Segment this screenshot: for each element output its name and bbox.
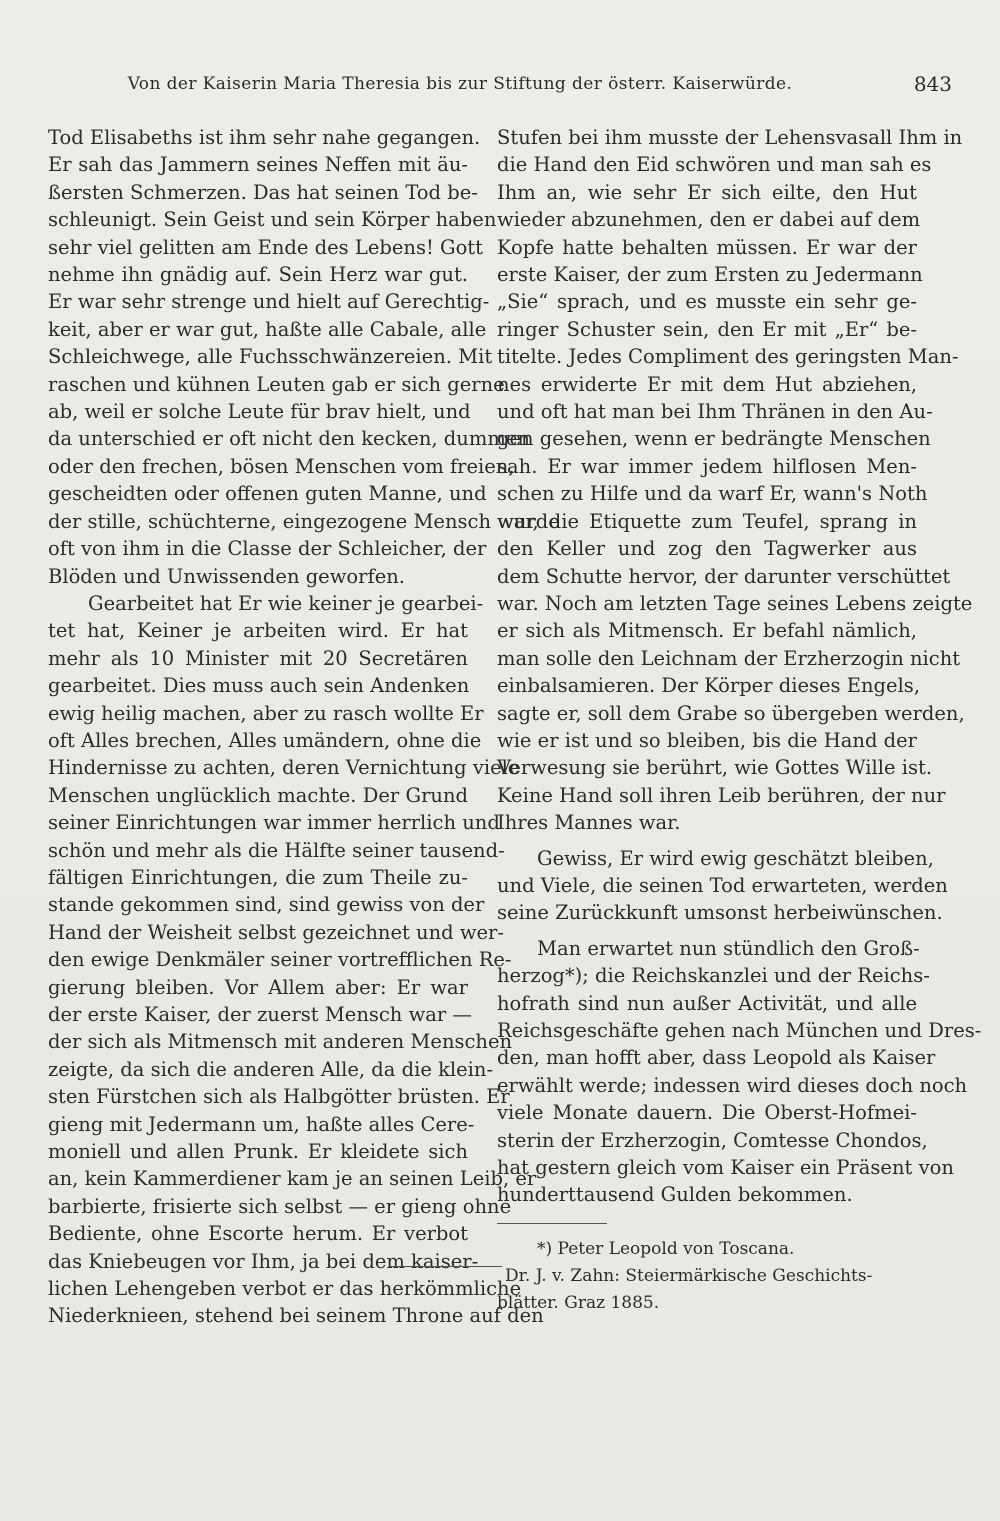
text-line: Tod Elisabeths ist ihm sehr nahe gegangen. [48, 126, 481, 149]
text-line: oder den frechen, bösen Menschen vom freien, [48, 454, 515, 478]
text-line: Hindernisse zu achten, deren Vernichtung viele [48, 756, 520, 780]
source-citation-line: blätter. Graz 1885. [497, 1292, 660, 1313]
text-line: schen zu Hilfe und da warf Er, wann's Noth [497, 482, 928, 506]
text-line: Er sah das Jammern seines Neffen mit äu- [48, 153, 468, 177]
text-line: Niederknieen, stehend bei seinem Throne auf den [48, 1304, 544, 1328]
text-line: moniell und allen Prunk. Er kleidete sich [48, 1140, 468, 1164]
text-line: Stufen bei ihm musste der Lehensvasall Ihm in [497, 126, 963, 149]
text-line: stande gekommen sind, sind gewiss von der [48, 893, 485, 917]
text-line: der erste Kaiser, der zuerst Mensch war — [48, 1003, 472, 1026]
text-line: ringer Schuster sein, den Er mit „Er“ be- [497, 317, 917, 341]
text-line: herzog*); die Reichskanzlei und der Reichs- [497, 964, 930, 988]
text-line: hat gestern gleich vom Kaiser ein Präsent von [497, 1156, 954, 1180]
text-line: dem Schutte hervor, der darunter verschüttet [497, 564, 951, 588]
text-line: raschen und kühnen Leuten gab er sich gerne [48, 372, 505, 396]
text-line: gescheidten oder offenen guten Manne, und [48, 482, 487, 506]
text-line: seiner Einrichtungen war immer herrlich und [48, 811, 500, 835]
running-head [48, 74, 952, 104]
text-line: der sich als Mitmensch mit anderen Menschen [48, 1030, 513, 1054]
text-line: Hand der Weisheit selbst gezeichnet und wer- [48, 920, 504, 944]
text-line: einbalsamieren. Der Körper dieses Engels, [497, 674, 921, 698]
text-line: barbierte, frisierte sich selbst — er gieng ohne [48, 1194, 512, 1218]
text-line: Reichsgeschäfte gehen nach München und Dres- [497, 1019, 982, 1042]
text-line: erwählt werde; indessen wird dieses doch noch [497, 1073, 968, 1097]
text-line: Ihres Mannes war. [497, 811, 681, 835]
text-line: nehme ihn gnädig auf. Sein Herz war gut. [48, 263, 468, 287]
text-line: viele Monate dauern. Die Oberst-Hofmei- [497, 1101, 917, 1125]
text-line: ewig heilig machen, aber zu rasch wollte Er [48, 701, 484, 725]
text-line: seine Zurückkunft umsonst herbeiwünschen. [497, 901, 943, 925]
text-line: den, man hofft aber, dass Leopold als Kaiser [497, 1046, 936, 1070]
right-column [497, 124, 982, 1317]
text-line: gearbeitet. Dies muss auch sein Andenken [48, 674, 470, 698]
text-line: er sich als Mitmensch. Er befahl nämlich, [497, 619, 917, 643]
text-line: fältigen Einrichtungen, die zum Theile zu- [48, 865, 468, 889]
paragraph-start-line: Gewiss, Er wird ewig geschätzt bleiben, [537, 846, 934, 870]
text-line: gierung bleiben. Vor Allem aber: Er war [48, 975, 468, 999]
text-line: tet hat, Keiner je arbeiten wird. Er hat [48, 619, 468, 643]
text-line: wieder abzunehmen, den er dabei auf dem [497, 208, 921, 232]
text-line: das Kniebeugen vor Ihm, ja bei dem kaiser- [48, 1249, 479, 1273]
text-line: mehr als 10 Minister mit 20 Secretären [48, 646, 468, 670]
text-line: sterin der Erzherzogin, Comtesse Chondos, [497, 1128, 928, 1152]
text-line: Verwesung sie berührt, wie Gottes Wille ist. [497, 756, 933, 780]
text-line: ab, weil er solche Leute für brav hielt, und [48, 400, 471, 424]
text-line: gen gesehen, wenn er bedrängte Menschen [497, 427, 931, 451]
text-line: oft von ihm in die Classe der Schleicher, der [48, 537, 487, 561]
paragraph-start-line: Gearbeitet hat Er wie keiner je gearbei- [88, 591, 484, 615]
text-line: hofrath sind nun außer Activität, und alle [497, 991, 917, 1015]
text-line: Keine Hand soll ihren Leib berühren, der nur [497, 783, 946, 807]
text-line: und Viele, die seinen Tod erwarteten, werden [497, 873, 948, 897]
text-line: Menschen unglücklich machte. Der Grund [48, 783, 468, 807]
left-column [48, 124, 560, 1330]
text-line: schön und mehr als die Hälfte seiner tausend- [48, 838, 505, 862]
text-line: erste Kaiser, der zum Ersten zu Jedermann [497, 263, 923, 287]
text-line: Ihm an, wie sehr Er sich eilte, den Hut [497, 180, 917, 204]
text-line: Er war sehr strenge und hielt auf Gerechtig- [48, 290, 490, 314]
text-line: titelte. Jedes Compliment des geringsten Man- [497, 345, 959, 369]
paragraph-start-line: Man erwartet nun stündlich den Groß- [537, 936, 920, 960]
text-line: ßersten Schmerzen. Das hat seinen Tod be- [48, 180, 478, 204]
page-number: 843 [913, 72, 952, 96]
text-line: da unterschied er oft nicht den kecken, dummen [48, 427, 530, 451]
text-line: nes erwiderte Er mit dem Hut abziehen, [497, 372, 917, 396]
text-line: an, kein Kammerdiener kam je an seinen Leib, er [48, 1167, 537, 1191]
paragraph-gap [497, 927, 917, 935]
text-line: den ewige Denkmäler seiner vortrefflichen Re- [48, 948, 512, 972]
running-title: Von der Kaiserin Maria Theresia bis zur Stiftung der österr. Kaiserwürde. [127, 74, 793, 94]
text-line: sah. Er war immer jedem hilflosen Men- [497, 454, 917, 478]
text-line: keit, aber er war gut, haßte alle Cabale, alle [48, 317, 487, 341]
text-line: die Hand den Eid schwören und man sah es [497, 153, 932, 177]
text-line: war. Noch am letzten Tage seines Lebens zeigte [497, 591, 973, 615]
text-line: man solle den Leichnam der Erzherzogin nicht [497, 646, 961, 670]
text-line: zeigte, da sich die anderen Alle, da die klein- [48, 1057, 494, 1081]
text-line: Kopfe hatte behalten müssen. Er war der [497, 235, 917, 259]
text-line: Schleichwege, alle Fuchsschwänzereien. Mit [48, 345, 493, 369]
text-line: sagte er, soll dem Grabe so übergeben werden, [497, 701, 965, 725]
text-line: „Sie“ sprach, und es musste ein sehr ge- [497, 290, 917, 314]
text-line: Bediente, ohne Escorte herum. Er verbot [48, 1222, 468, 1246]
text-line: Blöden und Unwissenden geworfen. [48, 564, 405, 588]
text-line: gieng mit Jedermann um, haßte alles Cere- [48, 1112, 475, 1136]
end-rule [390, 1266, 502, 1267]
text-line: wie er ist und so bleiben, bis die Hand der [497, 728, 917, 752]
text-line: hunderttausend Gulden bekommen. [497, 1183, 853, 1207]
text-line: der stille, schüchterne, eingezogene Mensch wurde [48, 509, 560, 533]
text-line: oft Alles brechen, Alles umändern, ohne die [48, 728, 482, 752]
text-line: lichen Lehengeben verbot er das herkömmliche [48, 1277, 522, 1301]
paragraph-gap [497, 837, 917, 845]
text-line: schleunigt. Sein Geist und sein Körper haben [48, 208, 497, 232]
footnote: *) Peter Leopold von Toscana. [537, 1238, 795, 1259]
text-line: den Keller und zog den Tagwerker aus [497, 537, 917, 561]
text-line: sten Fürstchen sich als Halbgötter brüsten. Er [48, 1085, 510, 1109]
source-citation-line: Dr. J. v. Zahn: Steiermärkische Geschichts- [505, 1265, 873, 1286]
text-line: sehr viel gelitten am Ende des Lebens! Gott [48, 235, 483, 259]
footnote-rule [497, 1223, 607, 1224]
text-line: war, die Etiquette zum Teufel, sprang in [497, 509, 917, 533]
text-line: und oft hat man bei Ihm Thränen in den Au- [497, 400, 933, 424]
